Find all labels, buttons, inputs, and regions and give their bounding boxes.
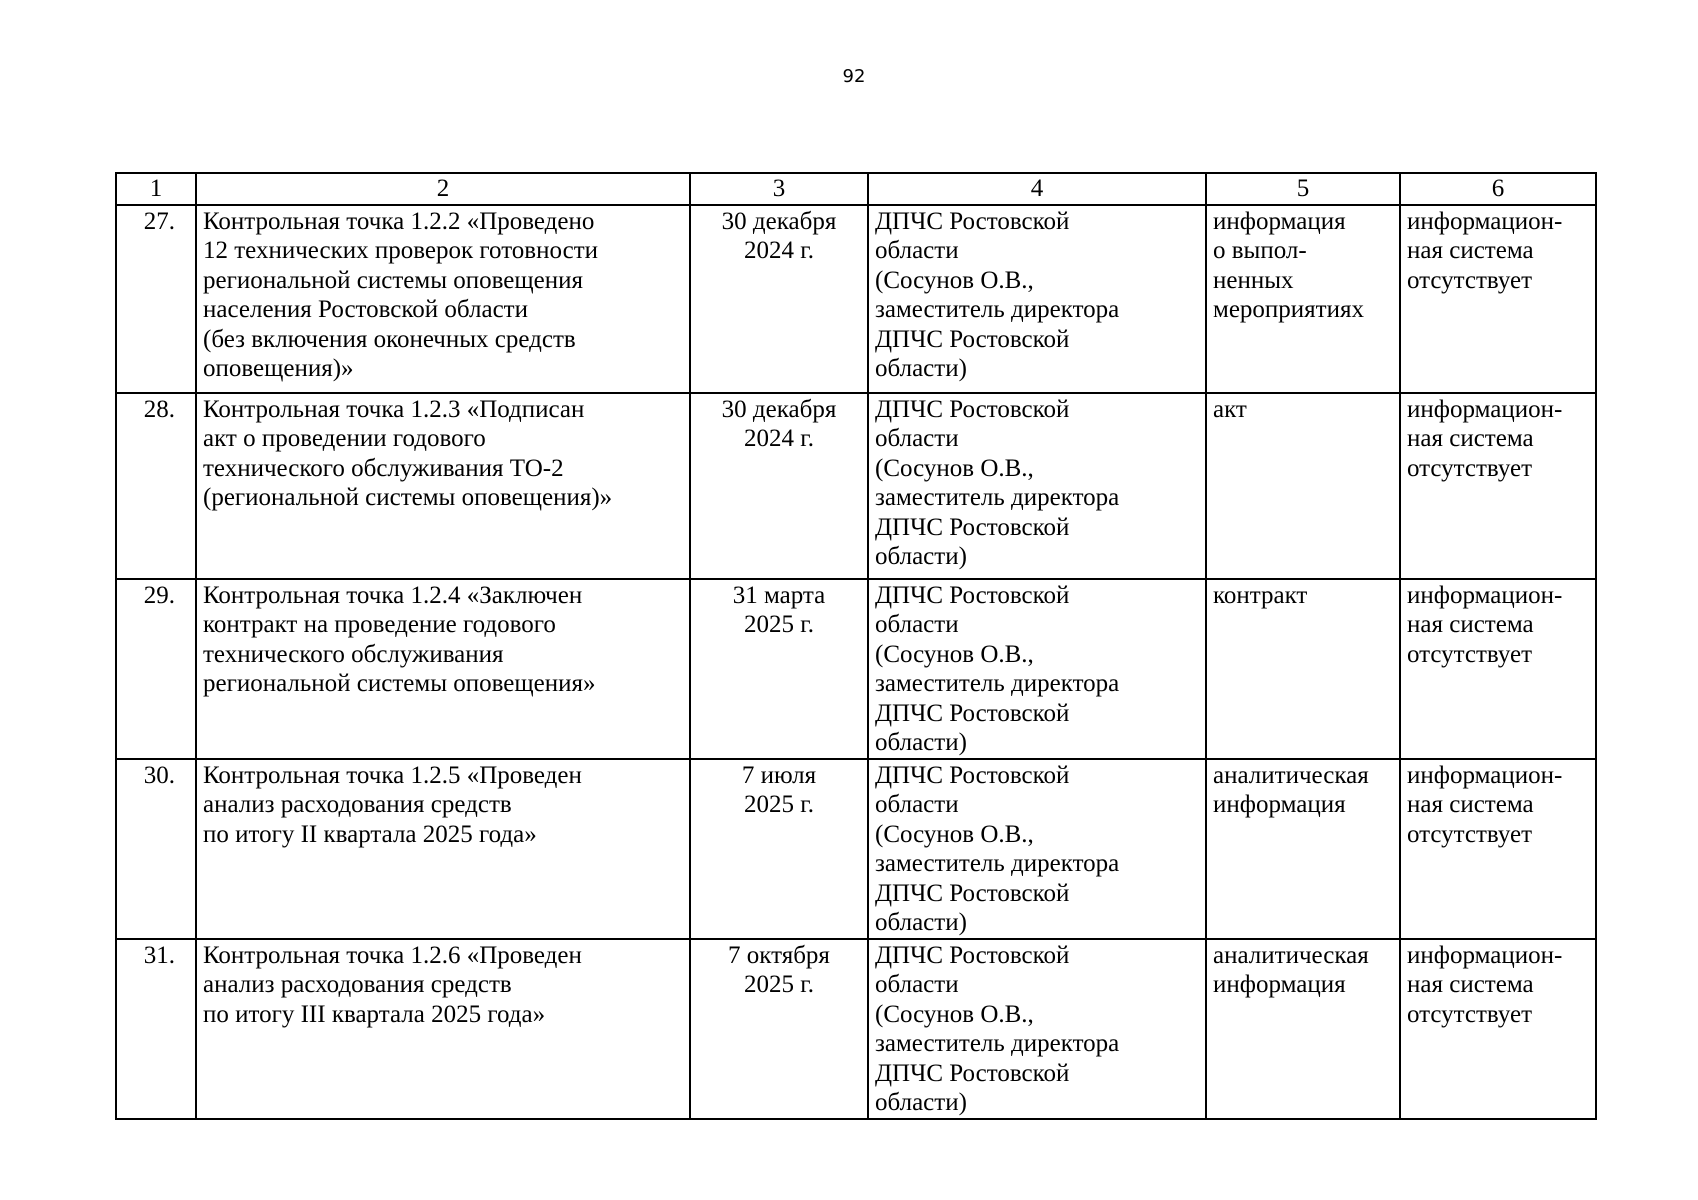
due-date: 7 октября 2025 г.	[690, 939, 868, 1119]
column-header-3: 3	[690, 173, 868, 205]
row-number: 29.	[116, 579, 196, 759]
row-number: 27.	[116, 205, 196, 393]
due-date: 31 марта 2025 г.	[690, 579, 868, 759]
row-number: 31.	[116, 939, 196, 1119]
responsible-party: ДПЧС Ростовской области (Сосунов О.В., заместитель директора ДПЧС Ростовской области)	[868, 205, 1206, 393]
table-row	[116, 205, 1596, 393]
page-number: 92	[842, 66, 866, 87]
document-type: информация о выпол- ненных мероприятиях	[1206, 205, 1400, 393]
document-type: контракт	[1206, 579, 1400, 759]
information-system: информацион- ная система отсутствует	[1400, 393, 1596, 579]
information-system: информацион- ная система отсутствует	[1400, 579, 1596, 759]
responsible-party: ДПЧС Ростовской области (Сосунов О.В., заместитель директора ДПЧС Ростовской области)	[868, 939, 1206, 1119]
column-header-6: 6	[1400, 173, 1596, 205]
column-header-5: 5	[1206, 173, 1400, 205]
table-row	[116, 759, 1596, 939]
document-type: аналитическая информация	[1206, 759, 1400, 939]
information-system: информацион- ная система отсутствует	[1400, 759, 1596, 939]
control-points-table	[115, 172, 1597, 1120]
control-point-name: Контрольная точка 1.2.6 «Проведен анализ расходования средств по итогу III квартала 2025 года»	[196, 939, 690, 1119]
table-row	[116, 939, 1596, 1119]
responsible-party: ДПЧС Ростовской области (Сосунов О.В., заместитель директора ДПЧС Ростовской области)	[868, 759, 1206, 939]
control-point-name: Контрольная точка 1.2.4 «Заключен контракт на проведение годового технического обслуживания региональной системы оповещения»	[196, 579, 690, 759]
due-date: 30 декабря 2024 г.	[690, 205, 868, 393]
row-number: 28.	[116, 393, 196, 579]
control-point-name: Контрольная точка 1.2.2 «Проведено 12 технических проверок готовности региональной системы оповещения населения Ростовской области (без включения оконечных средств оповещения)»	[196, 205, 690, 393]
control-point-name: Контрольная точка 1.2.5 «Проведен анализ расходования средств по итогу II квартала 2025 года»	[196, 759, 690, 939]
table-row	[116, 393, 1596, 579]
table-row	[116, 579, 1596, 759]
row-number: 30.	[116, 759, 196, 939]
information-system: информацион- ная система отсутствует	[1400, 205, 1596, 393]
due-date: 30 декабря 2024 г.	[690, 393, 868, 579]
column-header-1: 1	[116, 173, 196, 205]
information-system: информацион- ная система отсутствует	[1400, 939, 1596, 1119]
responsible-party: ДПЧС Ростовской области (Сосунов О.В., заместитель директора ДПЧС Ростовской области)	[868, 393, 1206, 579]
table-header-row	[116, 173, 1596, 205]
due-date: 7 июля 2025 г.	[690, 759, 868, 939]
responsible-party: ДПЧС Ростовской области (Сосунов О.В., заместитель директора ДПЧС Ростовской области)	[868, 579, 1206, 759]
column-header-2: 2	[196, 173, 690, 205]
document-type: аналитическая информация	[1206, 939, 1400, 1119]
control-point-name: Контрольная точка 1.2.3 «Подписан акт о проведении годового технического обслуживания ТО-2 (региональной системы оповещения)»	[196, 393, 690, 579]
document-type: акт	[1206, 393, 1400, 579]
column-header-4: 4	[868, 173, 1206, 205]
